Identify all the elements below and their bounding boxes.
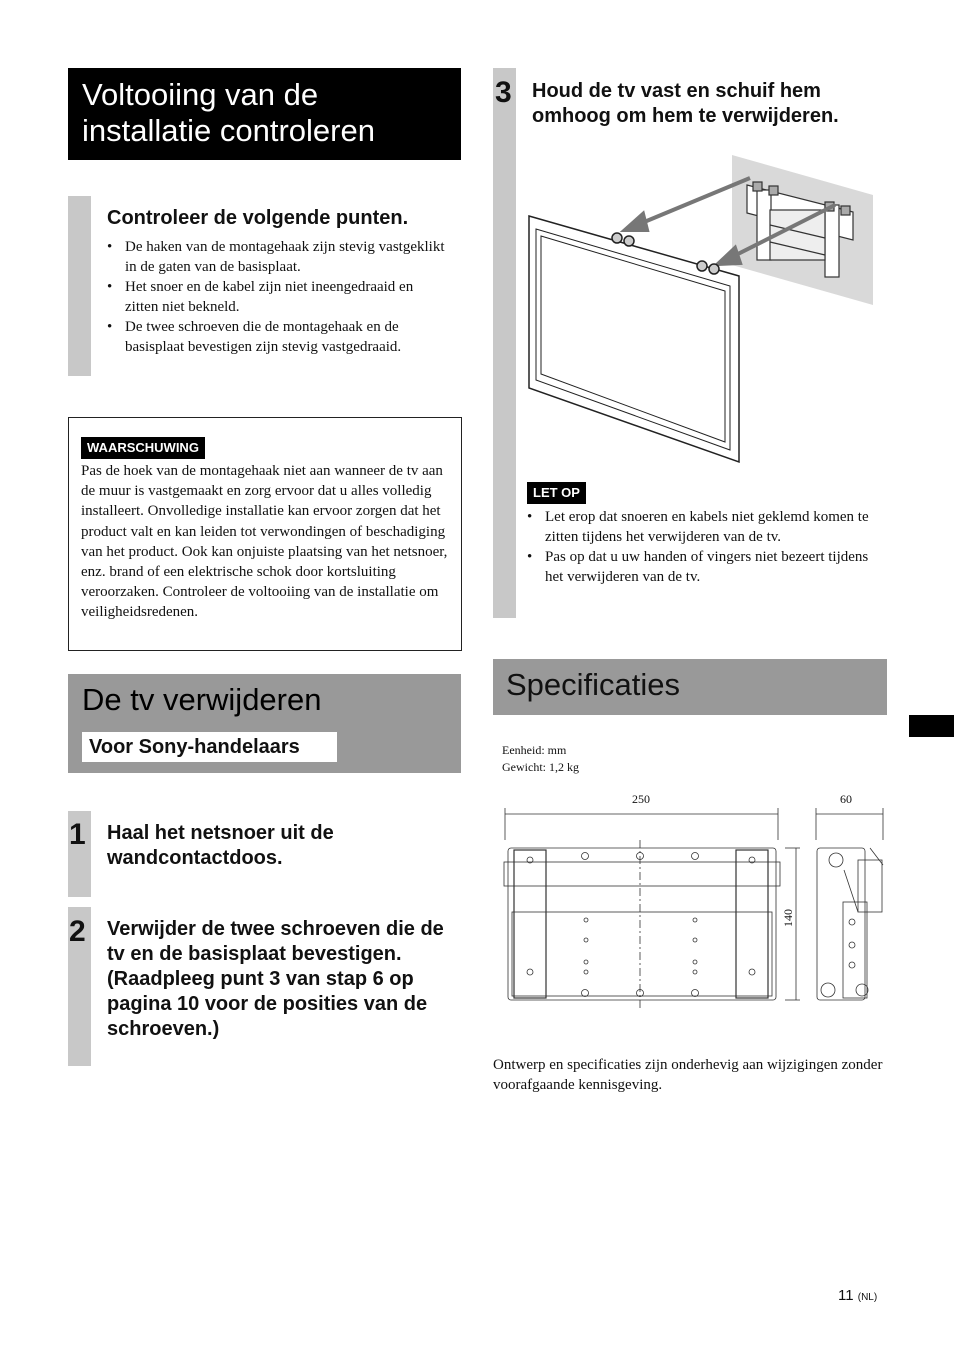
page-number-value: 11 — [838, 1287, 854, 1304]
step-text: Haal het netsnoer uit de wandcontactdoos. — [107, 822, 334, 869]
warning-text: Pas de hoek van de montagehaak niet aan wanneer de tv aan de muur is vastgemaakt en zorg ervoor dat u alles volledig installeert. Onvolledige installatie kan ervoor zorgen dat het product valt en kan leiden tot verwondingen of beschadiging van het product. Ook kan onjuiste plaatsing van het netsnoer, enz. brand of een elektrische schok door kortsluiting veroorzaken. Controleer de voltooiing van de installatie om veiligheidsredenen. — [81, 463, 448, 621]
step-text: Houd de tv vast en schuif hem omhoog om hem te verwijderen. — [532, 80, 839, 127]
caution-label: LET OP — [527, 482, 586, 504]
section-title-text: De tv verwijderen — [82, 682, 322, 717]
list-item: • Het snoer en de kabel zijn niet ineengedraaid en zitten niet bekneld. — [107, 277, 447, 317]
step-text: Verwijder de twee schroeven die de tv en de basisplaat bevestigen. (Raadpleeg punt 3 van stap 6 op pagina 10 voor de posities van de schroeven.) — [107, 918, 444, 1040]
list-item: • De twee schroeven die de montagehaak en de basisplaat bevestigen zijn stevig vastgedraaid. — [107, 317, 447, 357]
section-subtitle: Voor Sony-handelaars — [82, 732, 337, 762]
spec-note: Ontwerp en specificaties zijn onderhevig aan wijzigingen zonder voorafgaande kennisgeving. — [493, 1057, 883, 1093]
check-heading: Controleer de volgende punten. — [107, 207, 409, 229]
list-item: • Let erop dat snoeren en kabels niet geklemd komen te zitten tijdens het verwijderen van de tv. — [527, 507, 887, 547]
dimension-drawing — [500, 790, 890, 1012]
spec-weight: Gewicht: 1,2 kg — [502, 760, 579, 774]
dimension-width-label: 250 — [632, 792, 650, 806]
step-bar — [68, 196, 91, 376]
check-list — [107, 237, 447, 357]
page-lang: (NL) — [857, 1292, 878, 1303]
step-number: 2 — [69, 915, 86, 948]
section-title-remove-tv — [68, 674, 461, 773]
tv-removal-illustration — [525, 150, 880, 470]
page-side-tab — [909, 715, 954, 737]
dimension-depth-label: 60 — [840, 792, 852, 806]
step-bar — [493, 68, 516, 618]
spec-unit: Eenheid: mm — [502, 743, 567, 757]
caution-list — [527, 507, 887, 587]
spec-unit-weight — [502, 742, 579, 776]
section-title-specs: Specificaties — [493, 659, 887, 715]
step-number: 1 — [69, 818, 86, 851]
warning-box — [68, 417, 462, 651]
step-number: 3 — [495, 76, 512, 109]
dimension-height-label: 140 — [781, 909, 795, 927]
page-number — [838, 1287, 877, 1304]
list-item: • Pas op dat u uw handen of vingers niet bezeert tijdens het verwijderen van de tv. — [527, 547, 887, 587]
warning-label: WAARSCHUWING — [81, 437, 205, 459]
list-item: • De haken van de montagehaak zijn stevig vastgeklikt in de gaten van de basisplaat. — [107, 237, 447, 277]
section-title-check-installation: Voltooiing van de installatie controleren — [68, 68, 461, 160]
